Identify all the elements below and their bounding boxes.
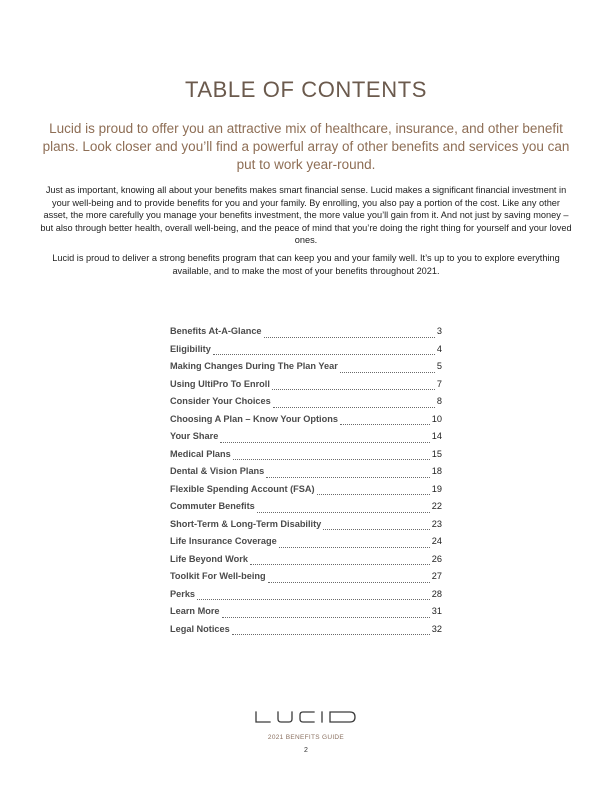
toc-leader-dots <box>250 563 430 565</box>
body-paragraph-1: Just as important, knowing all about your benefits makes smart financial sense. Lucid makes a significant financial investment in your well-being and to provide benefits for you and your family. By enrolling, you also pay a portion of the cost. Like any other asset, the more carefully you manage your benefits investment, the more value you’ll gain from it. And not just by saving money – but also through better health, overall well-being, and the peace of mind that you’re doing the right thing for yourself and your loved ones. <box>40 185 572 246</box>
toc-leader-dots <box>233 458 430 460</box>
toc-entry[interactable] <box>170 536 442 554</box>
body-paragraph-2: Lucid is proud to deliver a strong benefits program that can keep you and your family well. It’s up to you to explore everything available, and to make the most of your benefits throughout 2021. <box>52 253 560 276</box>
toc-leader-dots <box>232 633 430 635</box>
toc-leader-dots <box>220 441 429 443</box>
toc-entry-page: 3 <box>436 326 442 336</box>
toc-leader-dots <box>268 581 430 583</box>
toc-entry[interactable] <box>170 431 442 449</box>
toc-entry-label: Eligibility <box>170 343 211 354</box>
toc-entry-page: 27 <box>431 571 442 581</box>
toc-entry-label: Life Beyond Work <box>170 553 248 564</box>
toc-entry[interactable] <box>170 484 442 502</box>
toc-entry-page: 5 <box>436 361 442 371</box>
toc-entry-label: Dental & Vision Plans <box>170 466 265 476</box>
toc-leader-dots <box>340 371 435 373</box>
page-number: 2 <box>304 747 308 754</box>
toc-leader-dots <box>340 423 430 425</box>
lucid-logo <box>254 711 358 723</box>
toc-entry-label: Short-Term & Long-Term Disability <box>170 518 322 529</box>
toc-leader-dots <box>266 476 429 478</box>
toc-entry-page: 19 <box>431 483 442 494</box>
toc-entry-page: 10 <box>431 413 442 424</box>
toc-leader-dots <box>317 493 430 495</box>
toc-entry-label: Toolkit For Well-being <box>170 571 266 581</box>
toc-entry-label: Using UltiPro To Enroll <box>170 378 270 389</box>
toc-entry-page: 18 <box>431 466 442 476</box>
toc-entry-page: 31 <box>431 606 442 616</box>
toc-entry[interactable] <box>170 554 442 572</box>
toc-entry[interactable] <box>170 571 442 589</box>
toc-entry-label: Flexible Spending Account (FSA) <box>170 483 315 494</box>
toc-entry-page: 22 <box>431 501 442 511</box>
toc-entry-page: 32 <box>431 623 442 634</box>
toc-entry-label: Medical Plans <box>170 448 231 459</box>
toc-entry[interactable] <box>170 344 442 362</box>
toc-entry-page: 28 <box>431 588 442 599</box>
toc-entry[interactable] <box>170 414 442 432</box>
toc-entry[interactable] <box>170 379 442 397</box>
toc-entry-page: 15 <box>431 448 442 459</box>
toc-entry[interactable] <box>170 606 442 624</box>
footer-guide-label: 2021 BENEFITS GUIDE <box>267 734 345 741</box>
toc-entry-label: Legal Notices <box>170 623 230 634</box>
toc-entry-label: Commuter Benefits <box>170 501 255 511</box>
page-title: TABLE OF CONTENTS <box>184 76 428 102</box>
toc-entry-page: 8 <box>436 396 442 406</box>
toc-entry[interactable] <box>170 589 442 607</box>
toc-entry-page: 26 <box>431 553 442 564</box>
toc-entry-label: Perks <box>170 588 196 599</box>
toc-leader-dots <box>323 528 430 530</box>
toc-leader-dots <box>222 616 430 618</box>
toc-entry-page: 4 <box>436 343 442 354</box>
toc-entry-page: 7 <box>436 378 442 389</box>
toc-entry-label: Benefits At-A-Glance <box>170 326 262 336</box>
toc-entry-label: Life Insurance Coverage <box>170 536 277 546</box>
intro-paragraph: Lucid is proud to offer you an attractive mix of healthcare, insurance, and other benefit plans. Look closer and you’ll find a powerful array of other benefits and services you can put to work year-round. <box>42 121 570 172</box>
toc-entry[interactable] <box>170 466 442 484</box>
toc-entry[interactable] <box>170 326 442 344</box>
toc-entry-label: Making Changes During The Plan Year <box>170 361 338 371</box>
toc-leader-dots <box>279 546 430 548</box>
toc-entry-label: Learn More <box>170 606 220 616</box>
toc-entry[interactable] <box>170 501 442 519</box>
toc-entry[interactable] <box>170 449 442 467</box>
toc-entry-page: 14 <box>431 431 442 441</box>
toc-entry-label: Choosing A Plan – Know Your Options <box>170 413 338 424</box>
toc-leader-dots <box>273 406 435 408</box>
toc-entry-page: 24 <box>431 536 442 546</box>
toc-entry[interactable] <box>170 361 442 379</box>
toc-leader-dots <box>272 388 435 390</box>
toc-entry-label: Consider Your Choices <box>170 396 271 406</box>
toc-entry-label: Your Share <box>170 431 219 441</box>
toc-entry[interactable] <box>170 519 442 537</box>
toc-entry-page: 23 <box>431 518 442 529</box>
toc-leader-dots <box>264 336 435 338</box>
toc-entry[interactable] <box>170 624 442 642</box>
toc-leader-dots <box>197 598 430 600</box>
table-of-contents <box>170 326 442 641</box>
toc-entry[interactable] <box>170 396 442 414</box>
toc-leader-dots <box>213 353 435 355</box>
toc-leader-dots <box>257 511 430 513</box>
